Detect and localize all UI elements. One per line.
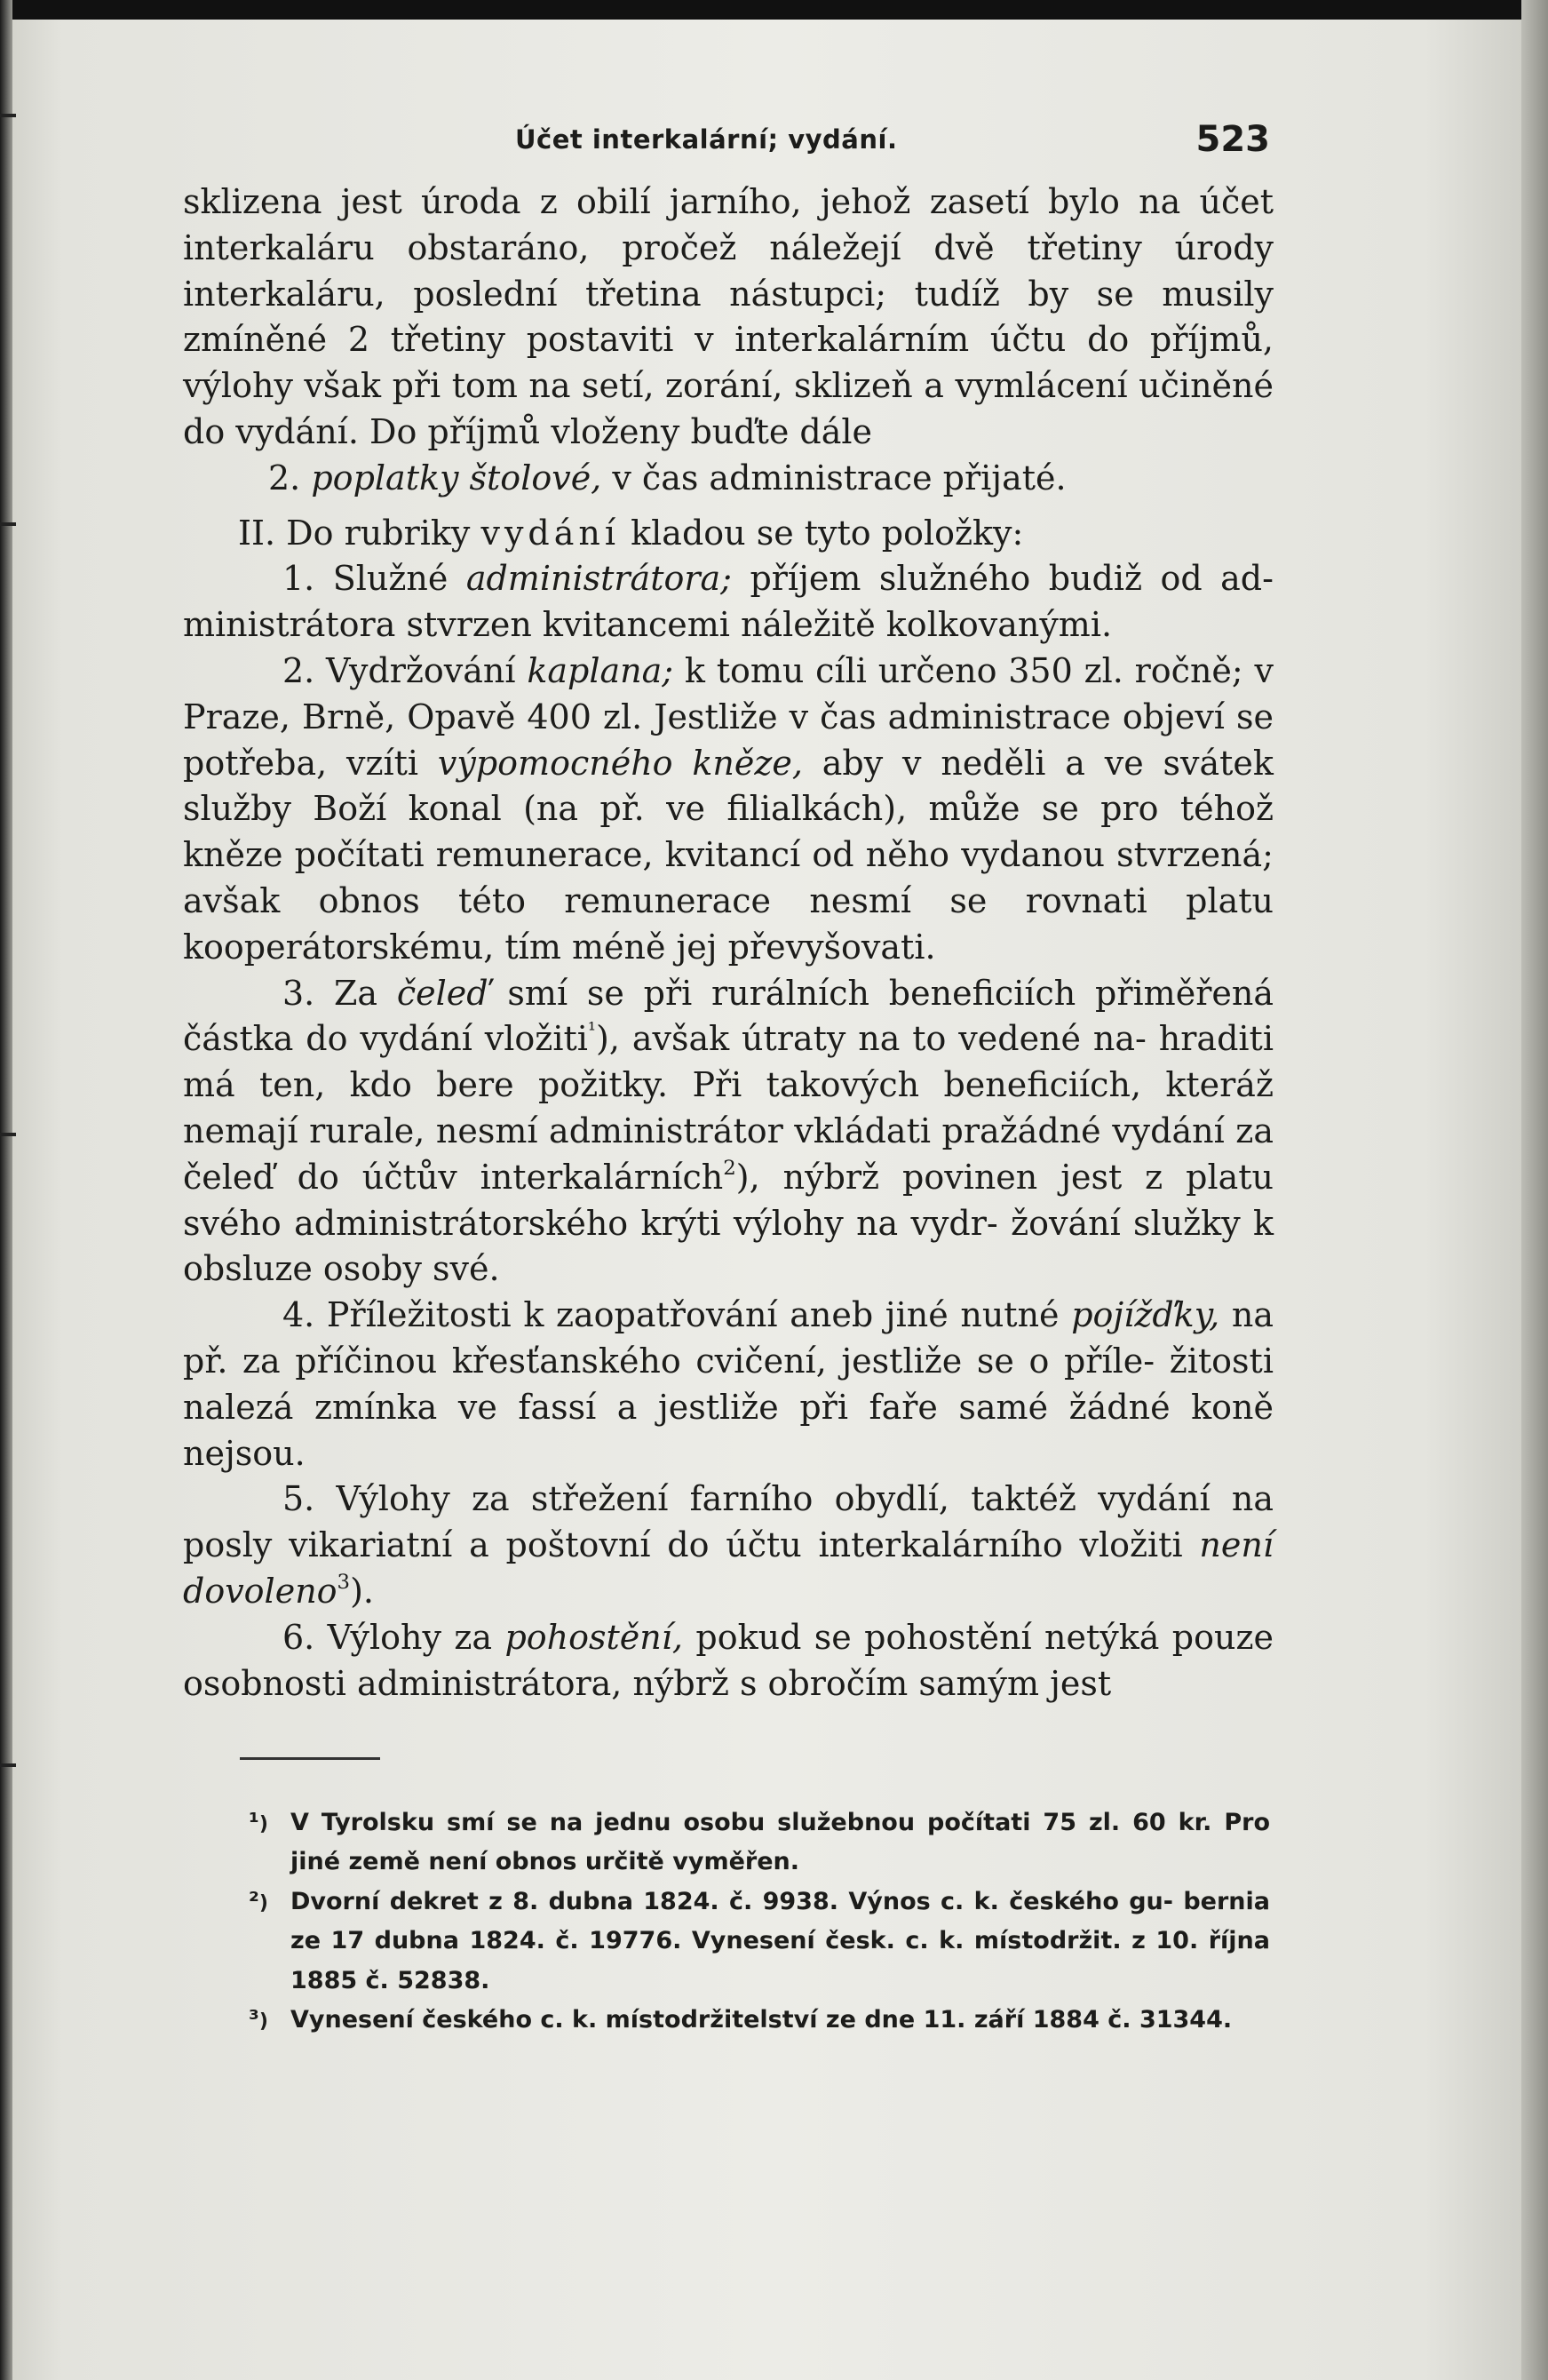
item-pohosteni: 6. Výlohy za pohostění, pokud se pohostění netýká pouze osobnosti administrátora, nýbrž s obročím samým jest	[183, 1617, 1274, 1703]
footnote-mark: ²)	[249, 1887, 268, 1915]
footnotes	[249, 1803, 1270, 2040]
item-vydrzovani-kaplana: 2. Vydržování kaplana; k tomu cíli určeno 350 zl. ročně; v Praze, Brně, Opavě 400 zl. Jestliže v čas administrace objeví se potřeba, vzíti výpomocného kněze, aby v neděli a ve svátek služby Boží konal (na př. ve filialkách), může se pro téhož kněze počítati remunerace, kvitancí od něho vydanou stvrzená; avšak obnos této remunerace nesmí se rovnati platu kooperátorskému, tím méně jej převyšovati.	[183, 650, 1274, 967]
scan-tick-mark	[0, 1763, 16, 1767]
body-text	[183, 179, 1274, 1707]
item-celed: 3. Za čeleď smí se při rurálních beneficiích přiměřená částka do vydání vložiti$^{^1}$), avšak útraty na to vedené na- hraditi má ten, kdo bere požitky. Při takových beneficiích, kteráž nemají rurale, nesmí administrátor vkládati pražádné vydání za čeleď do účtův interkalárních$^2$), nýbrž povinen jest z platu svého administrátorského krýti výlohy na vydr- žování služky k obsluze osoby své.	[183, 973, 1274, 1289]
footnote-2: ²) Dvorní dekret z 8. dubna 1824. č. 9938. Výnos c. k. českého gu- bernia ze 17 dubna 1824. č. 19776. Vynesení česk. c. k. místodržit. z 10. října 1885 č. 52838.	[249, 1883, 1270, 2001]
footnote-1: ¹) V Tyrolsku smí se na jednu osobu služebnou počítati 75 zl. 60 kr. Pro jiné země není obnos určitě vyměřen.	[249, 1803, 1270, 1883]
footnote-3: ³) Vynesení českého c. k. místodržitelství ze dne 11. září 1884 č. 31344.	[249, 2001, 1270, 2040]
item-prilezitosti: 4. Příležitosti k zaopatřování aneb jiné nutné pojížďky, na př. za příčinou křesťanského cvičení, jestliže se o příle- žitosti nalezá zmínka ve fassí a jestliže při faře samé žádné koně nejsou.	[183, 1295, 1274, 1473]
footnote-divider	[240, 1757, 380, 1760]
paragraph-sklizena: sklizena jest úroda z obilí jarního, jehož zasetí bylo na účet interkaláru obstaráno, pročež náležejí dvě třetiny úrody interkaláru, poslední třetina nástupci; tudíž by se musily zmíněné 2 třetiny postaviti v interkalárním účtu do příjmů, výlohy však při tom na setí, zorání, sklizeň a vymlácení učiněné do vydání. Do příjmů vloženy buďte dále	[183, 182, 1274, 451]
scan-top-edge	[0, 0, 1548, 20]
scan-binding-edge	[0, 0, 12, 2380]
section-heading-vydani: II. Do rubriky vydání kladou se tyto položky:	[238, 513, 1024, 553]
footnote-mark: ¹)	[249, 1809, 268, 1836]
scan-right-edge	[1521, 0, 1548, 2380]
footnote-ref-3[interactable]: 3	[337, 1571, 351, 1595]
page-number: 523	[1195, 119, 1270, 160]
footnote-ref-1[interactable]: ¹	[587, 1018, 597, 1042]
scan-tick-mark	[0, 1133, 16, 1136]
scan-tick-mark	[0, 522, 16, 526]
page-header	[187, 119, 1270, 169]
item-sluzne: 1. Služné administrátora; příjem služného budiž od ad- ministrátora stvrzen kvitancemi náležitě kolkovanými.	[183, 559, 1274, 645]
item-strezeni: 5. Výlohy za střežení farního obydlí, taktéž vydání na posly vikariatní a poštovní do účtu interkalárního vložiti není dovoleno$^3$).	[183, 1479, 1274, 1611]
item-poplatky-stolove: 2. poplatky štolové, v čas administrace přijaté.	[268, 458, 1067, 497]
scan-tick-mark	[0, 114, 16, 117]
footnote-ref-2[interactable]: 2	[723, 1157, 736, 1181]
footnote-mark: ³)	[249, 2006, 268, 2034]
running-head: Účet interkalární; vydání.	[515, 124, 898, 155]
